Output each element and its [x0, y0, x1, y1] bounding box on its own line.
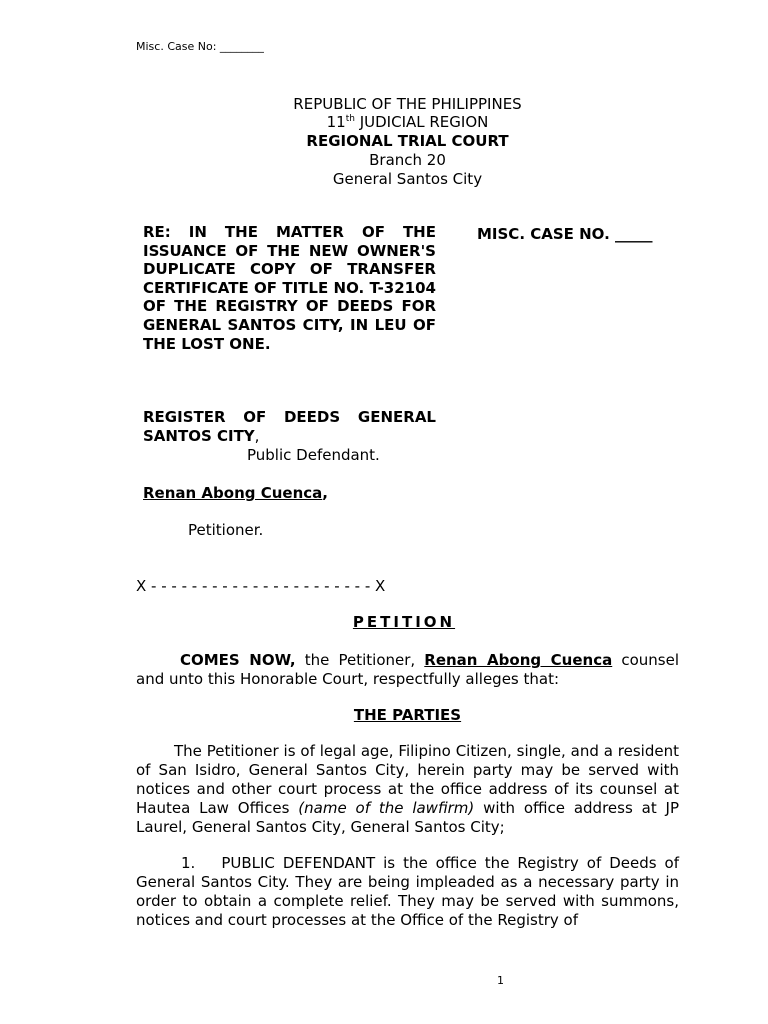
city-heading: General Santos City	[332, 170, 483, 188]
petition-title: PETITION	[352, 613, 456, 631]
defendant-role: Public Defendant.	[247, 446, 380, 464]
petitioner-paragraph: The Petitioner is of legal age, Filipino Citizen, single, and a resident of San Isidro, General Santos City, herein party may be served with notices and other court process at the office address of its counsel at Hautea Law Offices (name of the lawfirm) with office address at JP Laurel, General Santos City, General Santos City;	[136, 742, 680, 836]
intro-paragraph: COMES NOW, the Petitioner, Renan Abong Cuenca counsel and unto this Honorable Court, respectfully alleges that:	[136, 651, 679, 688]
petitioner-name-line: Renan Abong Cuenca,	[143, 484, 328, 502]
case-caption-re: RE: IN THE MATTER OF THE ISSUANCE OF THE NEW OWNER'S DUPLICATE COPY OF TRANSFER CERTIFICATE OF TITLE NO. T-32104 OF THE REGISTRY OF DEEDS FOR GENERAL SANTOS CITY, IN LEU OF THE LOST ONE.	[143, 223, 436, 353]
republic-heading: REPUBLIC OF THE PHILIPPINES	[293, 95, 522, 113]
defendant-name: REGISTER OF DEEDS GENERAL SANTOS CITY,	[143, 408, 436, 445]
paragraph-number: 1.	[181, 854, 196, 872]
branch-heading: Branch 20	[369, 151, 446, 169]
judicial-region-heading: 11th JUDICIAL REGION	[326, 113, 489, 131]
caption-separator: X - - - - - - - - - - - - - - - - - - - - - - X	[136, 577, 386, 595]
misc-case-number: MISC. CASE NO. _____	[477, 225, 653, 243]
case-number-label: Misc. Case No: ________	[136, 40, 264, 53]
page-number: 1	[497, 974, 504, 987]
court-heading: REGIONAL TRIAL COURT	[306, 132, 509, 150]
defendant-paragraph: 1. PUBLIC DEFENDANT is the office the Registry of Deeds of General Santos City. They are being impleaded as a necessary party in order to obtain a complete relief. They may be served with summons, notices and court processes at the Office of the Registry of	[136, 854, 679, 929]
parties-heading: THE PARTIES	[353, 706, 462, 724]
petitioner-role: Petitioner.	[188, 521, 264, 539]
